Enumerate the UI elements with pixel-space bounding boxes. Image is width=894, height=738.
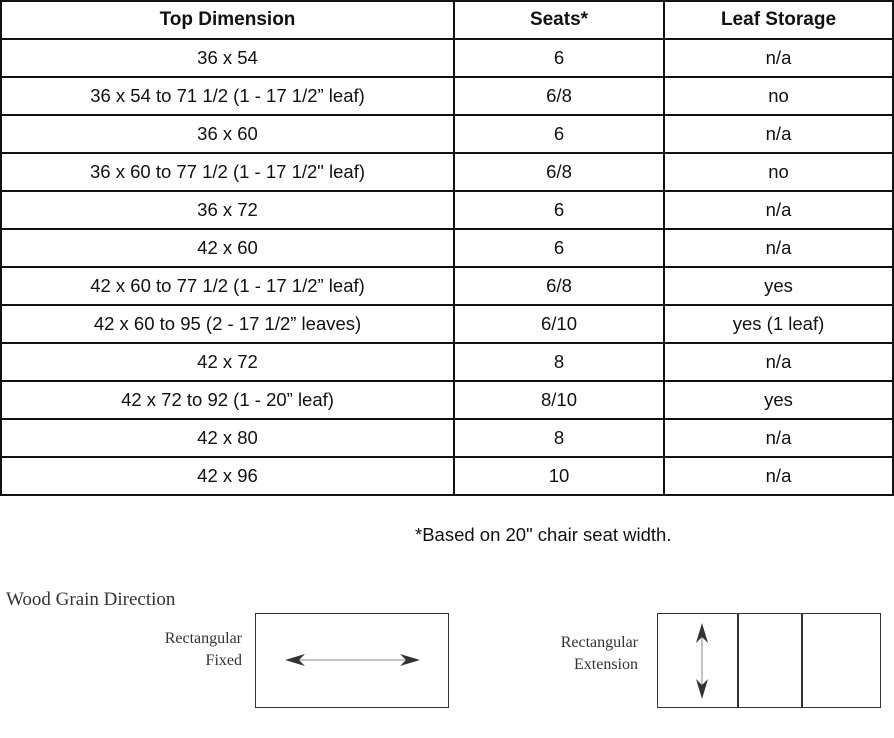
cell-dimension: 42 x 60 to 77 1/2 (1 - 17 1/2” leaf) <box>1 267 454 305</box>
table-row <box>1 419 893 457</box>
table-row <box>1 457 893 495</box>
cell-dimension: 36 x 54 to 71 1/2 (1 - 17 1/2” leaf) <box>1 77 454 115</box>
cell-leaf-storage: yes <box>664 381 893 419</box>
cell-dimension: 36 x 60 to 77 1/2 (1 - 17 1/2" leaf) <box>1 153 454 191</box>
table-row <box>1 191 893 229</box>
cell-dimension: 42 x 72 <box>1 343 454 381</box>
leaf-divider-2 <box>801 613 803 708</box>
cell-dimension: 36 x 54 <box>1 39 454 77</box>
extension-table-diagram <box>657 613 881 708</box>
extension-label <box>520 632 638 676</box>
cell-leaf-storage: n/a <box>664 115 893 153</box>
cell-seats: 6/8 <box>454 153 664 191</box>
vertical-double-arrow-icon <box>694 623 710 699</box>
extension-label-line2: Extension <box>574 656 638 673</box>
wood-grain-title: Wood Grain Direction <box>6 589 176 610</box>
table-row <box>1 229 893 267</box>
cell-leaf-storage: n/a <box>664 419 893 457</box>
cell-dimension: 42 x 72 to 92 (1 - 20” leaf) <box>1 381 454 419</box>
cell-leaf-storage: no <box>664 153 893 191</box>
cell-leaf-storage: n/a <box>664 191 893 229</box>
header-leaf-storage: Leaf Storage <box>664 1 893 39</box>
cell-seats: 6 <box>454 115 664 153</box>
table-row <box>1 77 893 115</box>
table-row <box>1 381 893 419</box>
cell-dimension: 42 x 80 <box>1 419 454 457</box>
cell-seats: 8 <box>454 343 664 381</box>
cell-dimension: 42 x 96 <box>1 457 454 495</box>
fixed-label <box>130 628 242 672</box>
fixed-label-line2: Fixed <box>205 652 242 669</box>
extension-label-line1: Rectangular <box>560 634 638 651</box>
header-top-dimension: Top Dimension <box>1 1 454 39</box>
table-header-row <box>1 1 893 39</box>
leaf-divider-1 <box>737 613 739 708</box>
header-seats: Seats* <box>454 1 664 39</box>
cell-seats: 6/8 <box>454 77 664 115</box>
table-row <box>1 267 893 305</box>
cell-leaf-storage: yes <box>664 267 893 305</box>
cell-leaf-storage: n/a <box>664 229 893 267</box>
table-row <box>1 153 893 191</box>
cell-dimension: 42 x 60 <box>1 229 454 267</box>
cell-seats: 8/10 <box>454 381 664 419</box>
table-row <box>1 39 893 77</box>
cell-seats: 6 <box>454 191 664 229</box>
cell-seats: 8 <box>454 419 664 457</box>
cell-leaf-storage: n/a <box>664 457 893 495</box>
cell-seats: 6/10 <box>454 305 664 343</box>
cell-seats: 10 <box>454 457 664 495</box>
table-row <box>1 115 893 153</box>
table-row <box>1 343 893 381</box>
table-row <box>1 305 893 343</box>
horizontal-double-arrow-icon <box>285 652 420 668</box>
cell-dimension: 36 x 72 <box>1 191 454 229</box>
cell-seats: 6 <box>454 229 664 267</box>
seat-width-footnote: *Based on 20" chair seat width. <box>415 524 672 545</box>
cell-leaf-storage: n/a <box>664 39 893 77</box>
cell-leaf-storage: n/a <box>664 343 893 381</box>
cell-seats: 6/8 <box>454 267 664 305</box>
cell-seats: 6 <box>454 39 664 77</box>
cell-leaf-storage: yes (1 leaf) <box>664 305 893 343</box>
fixed-label-line1: Rectangular <box>164 630 242 647</box>
cell-dimension: 42 x 60 to 95 (2 - 17 1/2” leaves) <box>1 305 454 343</box>
cell-leaf-storage: no <box>664 77 893 115</box>
cell-dimension: 36 x 60 <box>1 115 454 153</box>
